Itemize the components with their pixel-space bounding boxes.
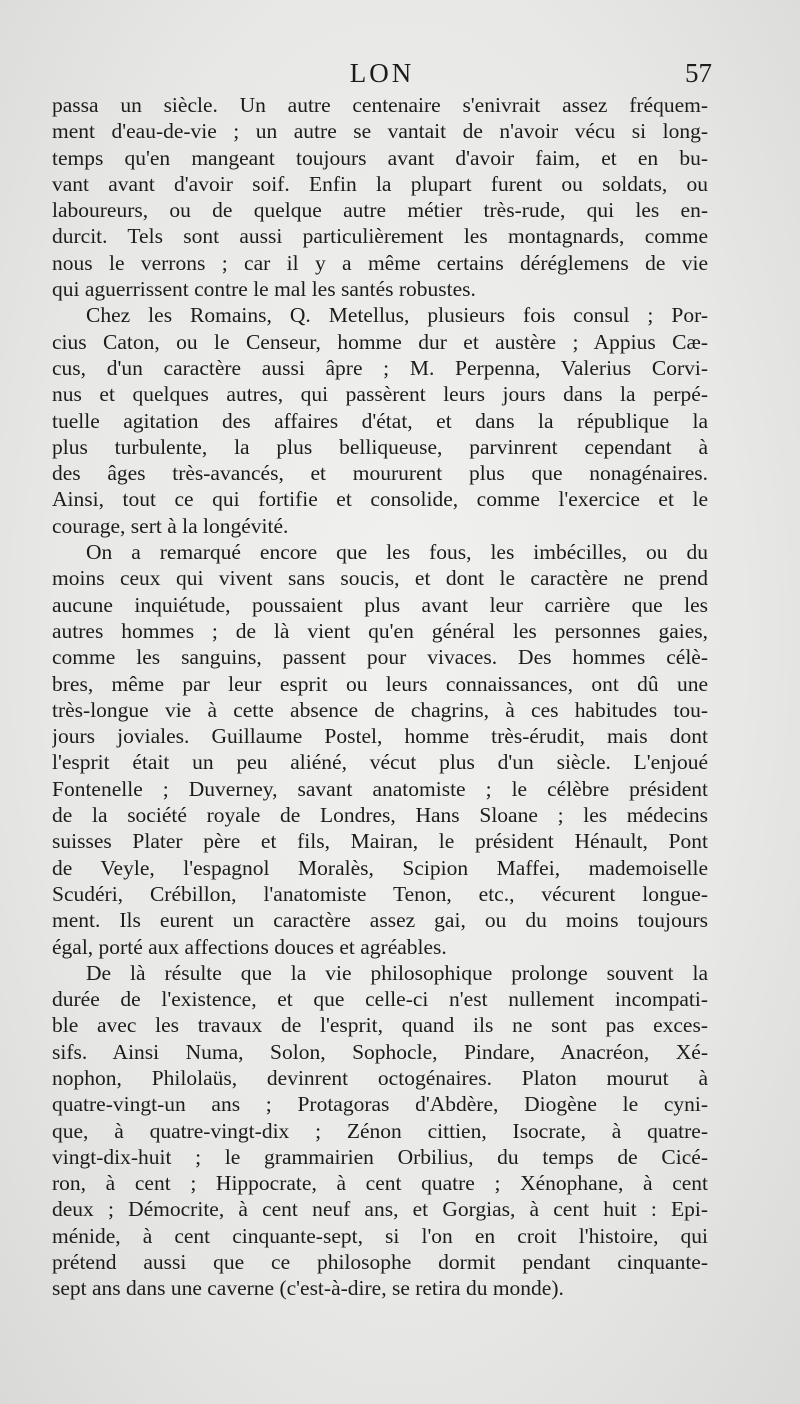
text-line: cius Caton, ou le Censeur, homme dur et austère ; Appius Cæ- [52, 329, 708, 354]
text-line: aucune inquiétude, poussaient plus avant leur carrière que les [52, 592, 708, 617]
text-line: comme les sanguins, passent pour vivaces. Des hommes célè- [52, 645, 708, 670]
paragraph [52, 302, 708, 539]
text-line: de Veyle, l'espagnol Moralès, Scipion Maffei, mademoiselle [52, 855, 708, 880]
text-line: ment. Ils eurent un caractère assez gai, ou du moins toujours [52, 908, 708, 933]
text-line: deux ; Démocrite, à cent neuf ans, et Gorgias, à cent huit : Epi- [52, 1197, 708, 1222]
text-line: l'esprit était un peu aliéné, vécut plus d'un siècle. L'enjoué [52, 750, 708, 775]
text-line: ment d'eau-de-vie ; un autre se vantait de n'avoir vécu si long- [52, 119, 708, 144]
text-line: durée de l'existence, et que celle-ci n'est nullement incompati- [52, 987, 708, 1012]
running-head-title: LON [349, 58, 415, 88]
text-line: temps qu'en mangeant toujours avant d'avoir faim, et en bu- [52, 145, 708, 170]
text-line: Fontenelle ; Duverney, savant anatomiste ; le célèbre président [52, 776, 708, 801]
text-line: Scudéri, Crébillon, l'anatomiste Tenon, etc., vécurent longue- [52, 881, 708, 906]
text-line: ble avec les travaux de l'esprit, quand ils ne sont pas exces- [52, 1013, 708, 1038]
text-line: suisses Plater père et fils, Mairan, le président Hénault, Pont [52, 829, 708, 854]
paragraph [52, 539, 708, 960]
text-line: prétend aussi que ce philosophe dormit pendant cinquante- [52, 1250, 708, 1275]
text-line: ménide, à cent cinquante-sept, si l'on en croit l'histoire, qui [52, 1223, 708, 1248]
text-line: nophon, Philolaüs, devinrent octogénaires. Platon mourut à [52, 1065, 708, 1090]
text-line: plus turbulente, la plus belliqueuse, parvinrent cependant à [52, 434, 708, 459]
text-line: que, à quatre-vingt-dix ; Zénon cittien, Isocrate, à quatre- [52, 1118, 708, 1143]
text-line: moins ceux qui vivent sans soucis, et dont le caractère ne prend [52, 566, 708, 591]
text-line: vant avant d'avoir soif. Enfin la plupart furent ou soldats, ou [52, 171, 708, 196]
text-line: courage, sert à la longévité. [52, 513, 289, 538]
text-line: ron, à cent ; Hippocrate, à cent quatre ; Xénophane, à cent [52, 1171, 708, 1196]
text-line: On a remarqué encore que les fous, les imbécilles, ou du [86, 540, 708, 565]
text-line: égal, porté aux affections douces et agréables. [52, 934, 447, 959]
text-line: Ainsi, tout ce qui fortifie et consolide, comme l'exercice et le [52, 487, 708, 512]
text-line: nous le verrons ; car il y a même certains déréglemens de vie [52, 250, 708, 275]
text-line: nus et quelques autres, qui passèrent leurs jours dans la perpé- [52, 382, 708, 407]
paragraph [52, 960, 708, 1302]
text-line: vingt-dix-huit ; le grammairien Orbilius, du temps de Cicé- [52, 1144, 708, 1169]
paragraph [52, 92, 708, 302]
text-line: jours joviales. Guillaume Postel, homme très-érudit, mais dont [52, 724, 708, 749]
text-line: laboureurs, ou de quelque autre métier très-rude, qui les en- [52, 198, 708, 223]
text-line: quatre-vingt-un ans ; Protagoras d'Abdère, Diogène le cyni- [52, 1092, 708, 1117]
text-line: autres hommes ; de là vient qu'en général les personnes gaies, [52, 618, 708, 643]
page-number: 57 [685, 58, 712, 88]
text-line: Chez les Romains, Q. Metellus, plusieurs fois consul ; Por- [86, 303, 708, 328]
text-line: sifs. Ainsi Numa, Solon, Sophocle, Pindare, Anacréon, Xé- [52, 1039, 708, 1064]
body-text [52, 92, 708, 1302]
text-line: très-longue vie à cette absence de chagrins, à ces habitudes tou- [52, 697, 708, 722]
text-line: durcit. Tels sont aussi particulièrement les montagnards, comme [52, 224, 708, 249]
text-line: des âges très-avancés, et moururent plus que nonagénaires. [52, 461, 708, 486]
text-line: de la société royale de Londres, Hans Sloane ; les médecins [52, 803, 708, 828]
text-line: cus, d'un caractère aussi âpre ; M. Perpenna, Valerius Corvi- [52, 355, 708, 380]
text-line: passa un siècle. Un autre centenaire s'enivrait assez fréquem- [52, 93, 708, 117]
text-line: qui aguerrissent contre le mal les santés robustes. [52, 277, 476, 302]
text-line: sept ans dans une caverne (c'est-à-dire, se retira du monde). [52, 1276, 564, 1301]
text-line: De là résulte que la vie philosophique prolonge souvent la [86, 960, 708, 985]
text-line: bres, même par leur esprit ou leurs connaissances, ont dû une [52, 671, 708, 696]
text-line: tuelle agitation des affaires d'état, et dans la république la [52, 408, 708, 433]
